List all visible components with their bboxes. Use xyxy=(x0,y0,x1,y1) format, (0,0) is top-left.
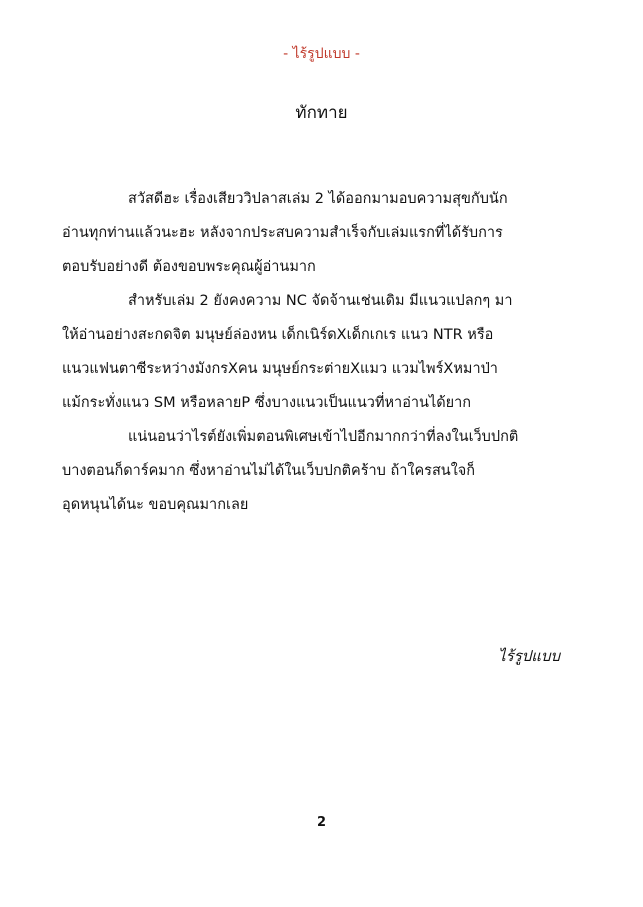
paragraph-line: ตอบรับอย่างดี ต้องขอบพระคุณผู้อ่านมาก xyxy=(62,259,316,275)
paragraph-line: แนวแฟนตาซีระหว่างมังกรXคน มนุษย์กระต่ายXแมว แวมไพร์Xหมาป่า xyxy=(62,361,498,377)
page-number: 2 xyxy=(316,815,327,830)
paragraph-line: แม้กระทั่งแนว SM หรือหลายP ซึ่งบางแนวเป็นแนวที่หาอ่านได้ยาก xyxy=(62,395,472,411)
paragraph-line: สำหรับเล่ม 2 ยังคงความ NC จัดจ้านเช่นเดิม มีแนวแปลกๆ มา xyxy=(128,293,513,309)
running-header-title: - ไร้รูปแบบ - xyxy=(283,46,360,62)
paragraph-line: อ่านทุกท่านแล้วนะฮะ หลังจากประสบความสำเร็จกับเล่มแรกที่ได้รับการ xyxy=(62,225,503,241)
section-title: ทักทาย xyxy=(295,103,348,123)
body-text xyxy=(62,182,562,522)
paragraph-line: แน่นอนว่าไรต์ยังเพิ่มตอนพิเศษเข้าไปอีกมากกว่าที่ลงในเว็บปกติ xyxy=(128,429,519,445)
paragraph-line: ให้อ่านอย่างสะกดจิต มนุษย์ล่องหน เด็กเนิร์ดXเด็กเกเร แนว NTR หรือ xyxy=(62,327,494,343)
paragraph-line: สวัสดีฮะ เรื่องเสียววิปลาสเล่ม 2 ได้ออกมามอบความสุขกับนัก xyxy=(128,191,508,207)
paragraph-line: บางตอนก็ดาร์คมาก ซึ่งหาอ่านไม่ได้ในเว็บปกติคร้าบ ถ้าใครสนใจก็ xyxy=(62,463,476,479)
author-signature: ไร้รูปแบบ xyxy=(498,647,560,665)
paragraph-line: อุดหนุนได้นะ ขอบคุณมากเลย xyxy=(62,497,249,513)
